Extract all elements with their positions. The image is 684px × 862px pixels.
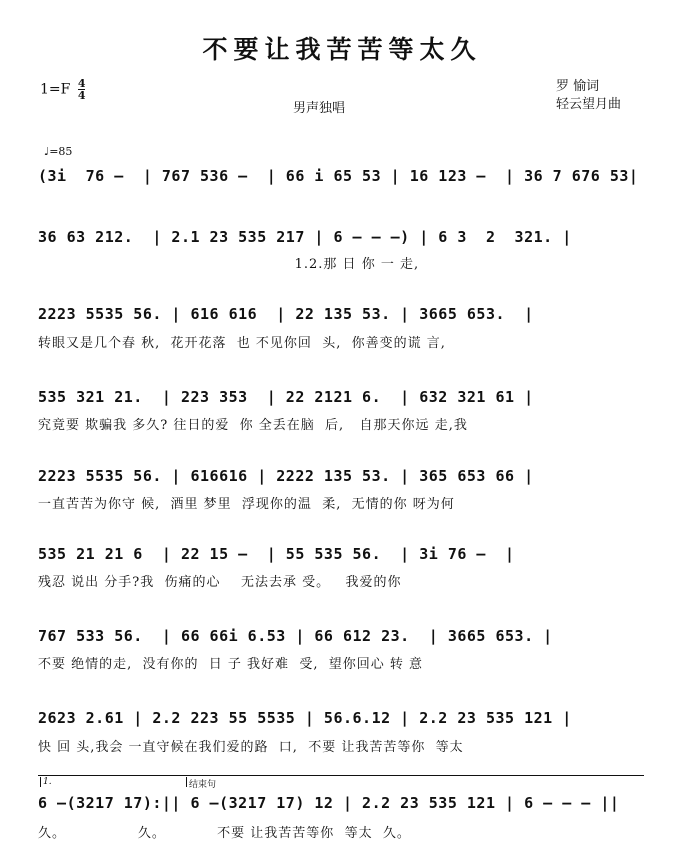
notation-line-8: 2623 2.61 | 2.2 223 55 5535 | 56.6.12 | 2.2 23 535 121 | [38, 709, 572, 727]
lyric-line-6: 残忍 说出 分手?我 伤痛的心 无法去承 受。 我爱的你 [38, 575, 402, 590]
notation-line-2: 36 63 212. | 2.1 23 535 217 | 6 – – –) | 6 3 2 321. | [38, 228, 572, 246]
time-signature [78, 78, 86, 101]
lyric-line-3: 转眼又是几个春 秋, 花开花落 也 不见你回 头, 你善变的谎 言, [38, 336, 446, 351]
notation-line-6: 535 21 21 6 | 22 15 – | 55 535 56. | 3i 76 – | [38, 545, 515, 563]
lyric-line-4: 究竟要 欺骗我 多久? 往日的爱 你 全丢在脑 后, 自那天你远 走,我 [38, 418, 468, 433]
notation-line-7: 767 533 56. | 66 66i 6.53 | 66 612 23. | 3665 653. | [38, 627, 553, 645]
composer-credit: 轻云望月曲 [556, 97, 622, 112]
lyric-line-5: 一直苦苦为你守 候, 酒里 梦里 浮现你的温 柔, 无情的你 呀为何 [38, 497, 455, 512]
lyric-line-7: 不要 绝情的走, 没有你的 日 子 我好难 受, 望你回心 转 意 [38, 657, 423, 672]
notation-line-3: 2223 5535 56. | 616 616 | 22 135 53. | 3665 653. | [38, 305, 534, 323]
lyric-line-8: 快 回 头,我会 一直守候在我们爱的路 口, 不要 让我苦苦等你 等太 [38, 740, 464, 755]
tempo-marking: ♩=85 [44, 145, 73, 158]
credits [556, 78, 621, 114]
time-bottom: 4 [77, 89, 86, 102]
time-top: 4 [77, 77, 86, 90]
notation-line-1: (3i 76 – | 767 536 – | 66 i 65 53 | 16 123 – | 36 7 676 53| [38, 167, 639, 185]
lyric-line-2: 1.2.那 日 你 一 走, [38, 257, 420, 272]
key-label: 1=F [40, 81, 71, 98]
volta-brackets [38, 775, 644, 790]
lyric-line-9: 久。 久。 不要 让我苦苦等你 等太 久。 [38, 826, 411, 841]
ending-phrase-label: 结束句 [186, 777, 216, 787]
notation-line-5: 2223 5535 56. | 616616 | 2222 135 53. | 365 653 66 | [38, 467, 534, 485]
song-title: 不要让我苦苦等太久 [202, 35, 482, 64]
first-ending-label: 1. [40, 777, 52, 787]
key-signature [40, 78, 85, 101]
performer-label: 男声独唱 [293, 101, 346, 116]
notation-line-4: 535 321 21. | 223 353 | 22 2121 6. | 632 321 61 | [38, 388, 534, 406]
lyricist-credit: 罗 愉词 [556, 79, 600, 94]
notation-line-9: 6 –(3217 17):|| 6 –(3217 17) 12 | 2.2 23 535 121 | 6 – – – || [38, 794, 620, 812]
